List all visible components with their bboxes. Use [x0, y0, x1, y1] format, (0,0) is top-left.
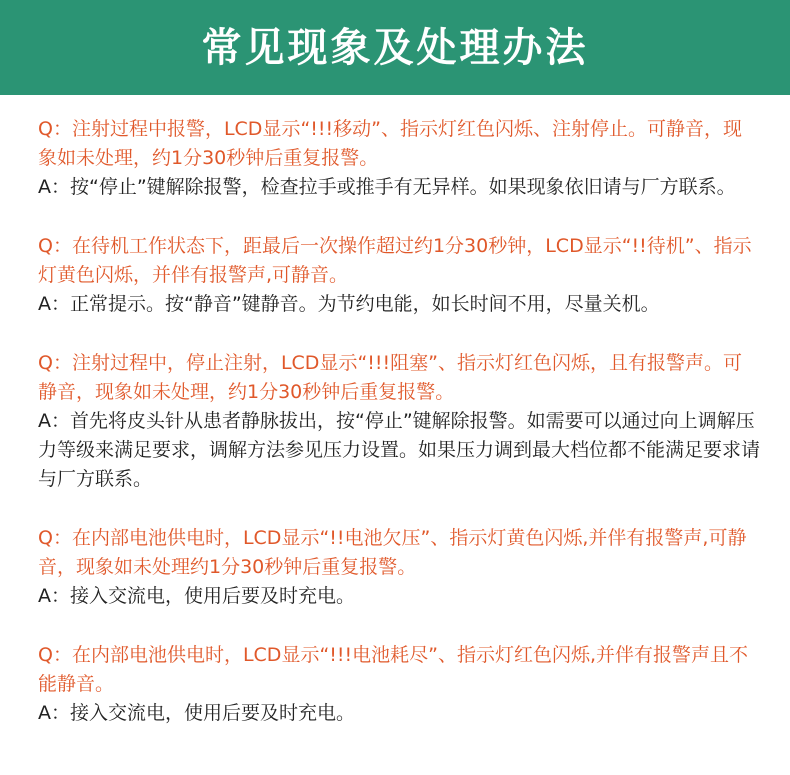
- faq-answer: A：正常提示。按“静音”键静音。为节约电能，如长时间不用，尽量关机。: [38, 293, 660, 315]
- faq-answer: A：首先将皮头针从患者静脉拔出，按“停止”键解除报警。如需要可以通过向上调解压力等级来满足要求，调解方法参见压力设置。如果压力调到最大档位都不能满足要求请与厂方联系。: [38, 410, 761, 490]
- faq-answer: A：接入交流电，使用后要及时充电。: [38, 702, 355, 724]
- faq-question: Q：在内部电池供电时，LCD显示“!!电池欠压”、指示灯黄色闪烁,并伴有报警声,可静音，现象如未处理约1分30秒钟后重复报警。: [38, 527, 747, 578]
- faq-question: Q：注射过程中报警，LCD显示“!!!移动”、指示灯红色闪烁、注射停止。可静音，现象如未处理，约1分30秒钟后重复报警。: [38, 118, 742, 169]
- faq-question: Q：在待机工作状态下，距最后一次操作超过约1分30秒钟，LCD显示“!!待机”、指示灯黄色闪烁，并伴有报警声,可静音。: [38, 235, 752, 286]
- faq-answer: A：按“停止”键解除报警，检查拉手或推手有无异样。如果现象依旧请与厂方联系。: [38, 176, 736, 198]
- page-title: 常见现象及处理办法: [201, 24, 589, 71]
- faq-question: Q：注射过程中，停止注射，LCD显示“!!!阻塞”、指示灯红色闪烁，且有报警声。可静音，现象如未处理，约1分30秒钟后重复报警。: [38, 352, 742, 403]
- header-banner: [0, 0, 790, 95]
- faq-item: [38, 641, 760, 728]
- faq-answer: A：接入交流电，使用后要及时充电。: [38, 585, 355, 607]
- faq-question: Q：在内部电池供电时，LCD显示“!!!电池耗尽”、指示灯红色闪烁,并伴有报警声且不能静音。: [38, 644, 749, 695]
- faq-list: [38, 115, 760, 758]
- faq-item: [38, 232, 760, 319]
- faq-item: [38, 524, 760, 611]
- faq-item: [38, 349, 760, 494]
- faq-item: [38, 115, 760, 202]
